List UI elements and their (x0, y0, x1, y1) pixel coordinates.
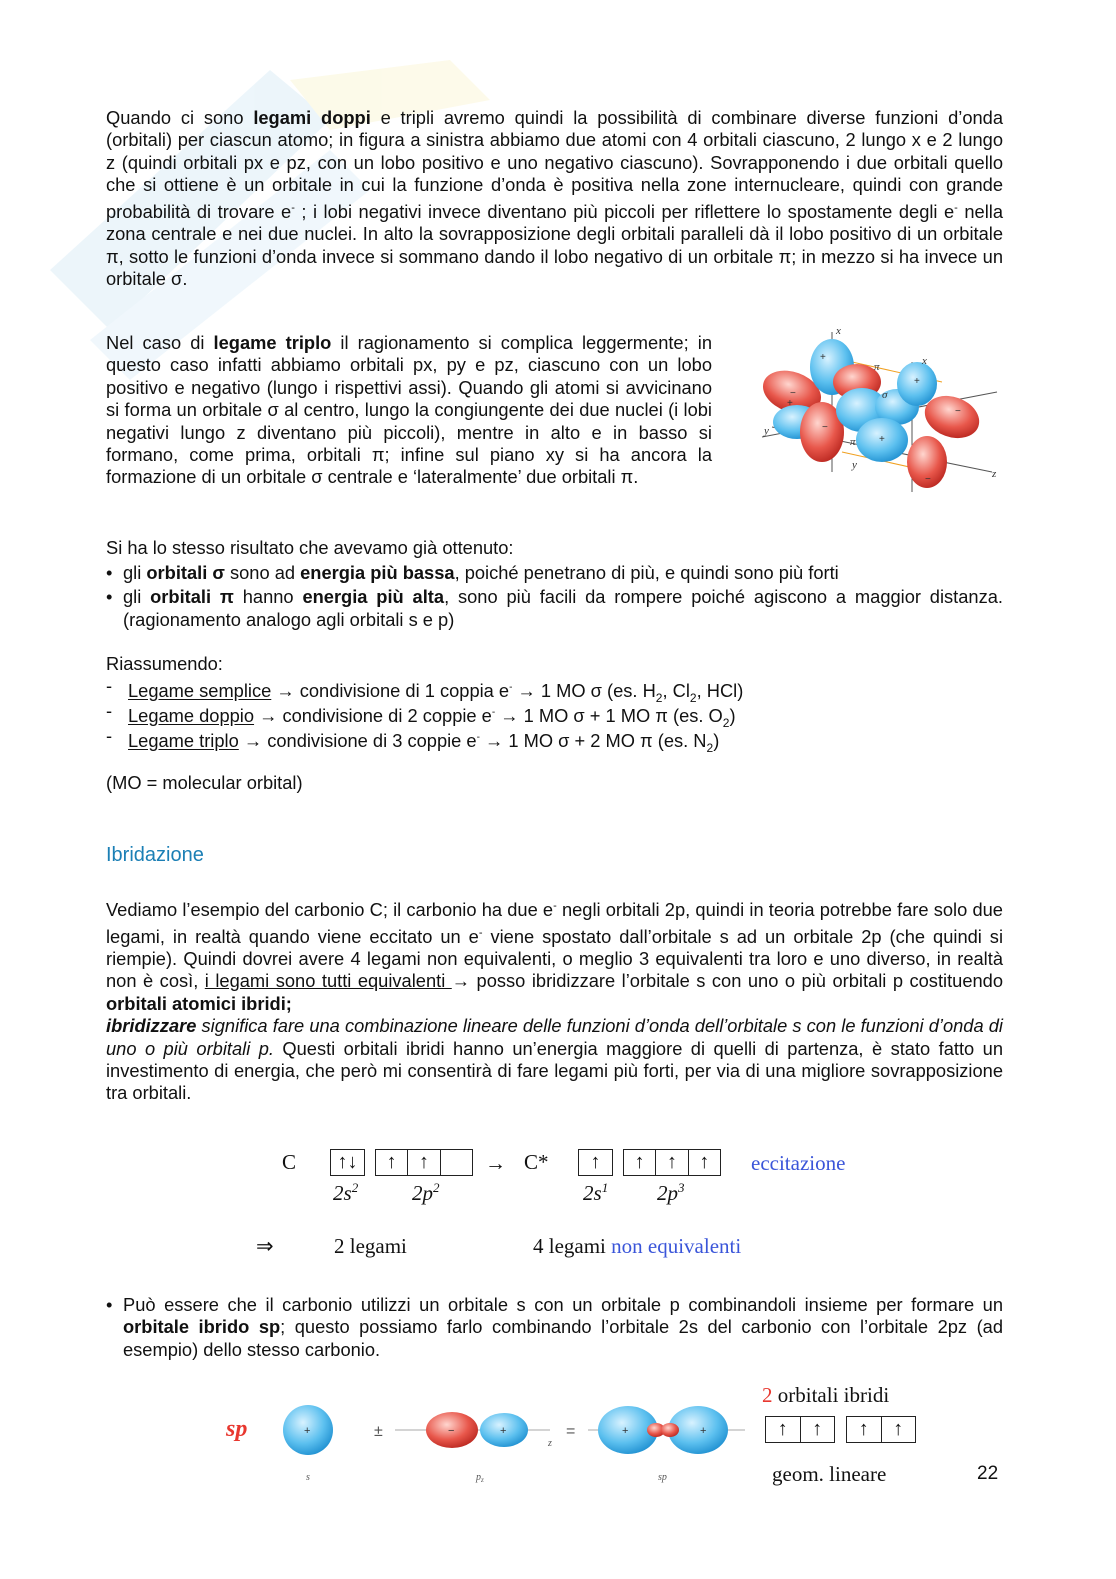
electron-up: ↑ (766, 1417, 801, 1442)
two-bonds-label: 2 legami (334, 1234, 407, 1258)
label-sigma: σ (882, 389, 888, 401)
four-bonds-label: 4 legami non equivalenti (533, 1234, 742, 1258)
electron-up: ↑ (893, 1418, 904, 1440)
orbital-box-2s (578, 1149, 613, 1176)
label-2p3: $2p^3$ (657, 1180, 685, 1205)
sign-plus: + (914, 376, 920, 387)
arrow-right: → (485, 1151, 506, 1175)
electron-up: ↑ (376, 1150, 408, 1175)
sign-minus: − (822, 422, 828, 433)
label-2p2: $2p^2$ (412, 1180, 440, 1205)
paragraph-triple-bond: Nel caso di legame triplo il ragionamento si complica leggermente; in questo caso infatti abbiamo orbitali px, py e pz, ciascuno con un lobo positivo e negativo (lungo i rispettivi assi). Quando gli atomi si avvicinano si forma un orbitale σ al centro, lungo la congiungente dei due nuclei (i lobi negativi lungo z diventano più piccoli), mentre in alto e in basso si formano, come prima, orbitali π; infine sul piano xy si ha ancora la formazione di un orbitale σ centrale e ‘lateralmente’ due orbitali π. (106, 332, 712, 488)
sign-minus: − (925, 474, 931, 485)
excited-carbon-label: C* (524, 1150, 549, 1174)
label-pz: $p_z$ (476, 1472, 484, 1484)
electron-up: ↑ (699, 1151, 710, 1173)
summary-section (106, 653, 1003, 756)
carbon-label: C (282, 1150, 297, 1174)
list-item: - Legame semplice → condivisione di 1 coppia e- → 1 MO σ (es. $H_2$, $Cl_2$, HCl) (106, 675, 744, 706)
sp-bullet (106, 1294, 1003, 1361)
sign-minus: − (955, 406, 961, 417)
sign-plus: + (879, 434, 885, 445)
summary-title: Riassumendo: (106, 653, 223, 674)
sign-minus: − (448, 1425, 455, 1437)
label-2s1: $2s^1$ (583, 1180, 609, 1205)
sp-hybrid-figure (220, 1380, 760, 1490)
empty-orbital (441, 1150, 472, 1175)
electron-up: ↑ (656, 1150, 688, 1175)
sign-plus: + (820, 352, 826, 363)
sign-minus: − (790, 388, 796, 399)
label-x: x (922, 355, 927, 367)
label-pi: π (850, 436, 856, 448)
label-sp: sp (658, 1472, 667, 1483)
list-item: • gli orbitali π hanno energia più alta, sono più facili da rompere poiché agiscono a maggior distanza. (ragionamento analogo agli orbitali s e p) (106, 586, 1003, 630)
equals-operator: = (566, 1423, 576, 1440)
label-z: z (992, 468, 997, 480)
list-item: - Legame doppio → condivisione di 2 coppie e- → 1 MO σ + 1 MO π (es. $O_2$) (106, 700, 736, 731)
energy-bullet-list (106, 562, 1003, 631)
implies-arrow: ⇒ (256, 1234, 274, 1258)
sign-plus: + (500, 1425, 507, 1437)
electron-up: ↑ (624, 1150, 656, 1175)
orbital-box-2s (330, 1149, 365, 1176)
excitation-label: eccitazione (751, 1151, 846, 1175)
sp-orbital-boxes (765, 1416, 835, 1443)
hybrid-orbitals-title: 2 orbitali ibridi (762, 1383, 890, 1407)
paragraph-double-bonds: Quando ci sono legami doppi e tripli avremo quindi la possibilità di combinare diverse funzioni d’onda (orbitali) per ciascun atomo; in figura a sinistra abbiamo due atomi con 4 orbitali ciascuno, 2 lungo x e 2 lungo z (quindi orbitali px e pz, con un lobo positivo e uno negativo ciascuno). Sovrapponendo i due orbitali quello che si ottiene è un orbitale in cui la funzione d’onda è positiva nella zone internucleare, quindi con grande probabilità di trovare e- ; i lobi negativi invece diventano più piccoli per riflettere lo spostamente degli e- nella zona centrale e nei due nuclei. In alto la sovrapposizione degli orbitali paralleli dà il lobo positivo di un orbitale π, sotto le funzioni d’onda invece si sommano dando il lobo negativo di un orbitale π; in mezzo si ha invece un orbitale σ. (106, 107, 1003, 289)
p-orbital-boxes (846, 1416, 916, 1443)
paragraph-hybridization: Vediamo l’esempio del carbonio C; il carbonio ha due e- negli orbitali 2p, quindi in teoria potrebbe fare solo due legami, in realtà quando viene eccitato un e- viene spostato dall’orbitale s ad un orbitale 2p (che quindi si riempie). Quindi dovrei avere 4 legami non equivalenti, o meglio 3 equivalenti tra loro e uno diverso, in realtà non è così, i legami sono tutti equivalenti → posso ibridizzare l’orbitale s con uno o più orbitali p costituendo orbitali atomici ibridi; ibridizzare significa fare una combinazione lineare delle funzioni d’onda dell’orbitale s con le funzioni d’onda di uno o più orbitali p. Questi orbitali ibridi hanno un’energia maggiore di quelli di partenza, è stato fatto un investimento di energia, che però mi consentirà di fare legami più forti, per via di una migliore sovrapposizione tra orbitali. (106, 899, 1004, 1104)
triple-bond-orbital-figure (752, 322, 1004, 502)
electron-up: ↑ (812, 1418, 823, 1440)
sign-plus: + (700, 1425, 707, 1437)
list-item: - Legame triplo → condivisione di 3 coppie e- → 1 MO σ + 2 MO π (es. $N_2$) (106, 725, 720, 756)
sign-plus: + (304, 1425, 311, 1437)
label-x: x (836, 325, 841, 337)
section-heading: Ibridazione (106, 844, 204, 866)
orbital-box-2p (375, 1149, 473, 1176)
label-s: s (306, 1472, 310, 1483)
electron-pair: ↑↓ (337, 1151, 358, 1173)
page-number: 22 (977, 1463, 999, 1484)
mo-note: (MO = molecular orbital) (106, 772, 303, 793)
sign-plus: + (787, 398, 793, 409)
plus-operator: ± (374, 1423, 383, 1440)
sp-title: sp (226, 1416, 248, 1442)
label-2s2: $2s^2$ (333, 1180, 359, 1205)
orbital-box-2p (623, 1149, 721, 1176)
electron-up: ↑ (590, 1151, 601, 1173)
label-y: y (852, 459, 857, 471)
z-label: z (548, 1438, 552, 1449)
paragraph-same-result: Si ha lo stesso risultato che avevamo già ottenuto: (106, 537, 514, 558)
sign-plus: + (622, 1425, 629, 1437)
label-pi: π (874, 361, 880, 373)
sp-small-lobe (661, 1423, 679, 1437)
list-item: • Può essere che il carbonio utilizzi un orbitale s con un orbitale p combinandoli insieme per formare un orbitale ibrido sp; questo possiamo farlo combinando l’orbitale 2s del carbonio con l’orbitale 2pz (ad esempio) dello stesso carbonio. (106, 1294, 1003, 1360)
list-item: • gli orbitali σ sono ad energia più bassa, poiché penetrano di più, e quindi sono più forti (106, 562, 839, 583)
electron-up: ↑ (408, 1150, 440, 1175)
electron-up: ↑ (847, 1417, 882, 1442)
label-y: y (764, 425, 769, 437)
geometry-label: geom. lineare (772, 1462, 887, 1486)
